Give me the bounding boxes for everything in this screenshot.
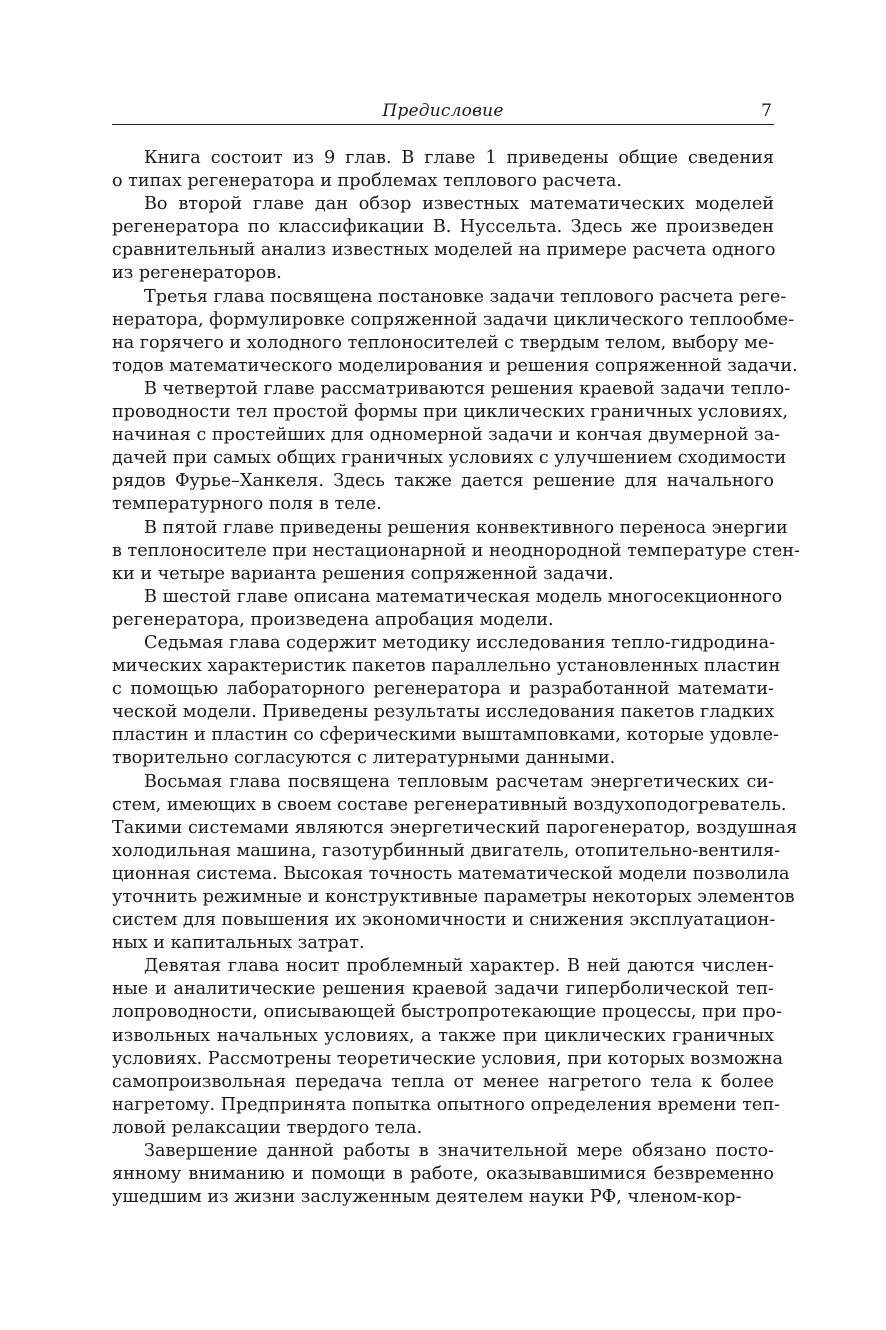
text-line: с помощью лабораторного регенератора и разработанной математи- (112, 679, 774, 700)
paragraph (112, 632, 781, 771)
text-line: ки и четыре варианта решения сопряженной задачи. (112, 563, 614, 584)
text-line: дачей при самых общих граничных условиях с улучшением сходимости (112, 448, 787, 469)
text-line: на горячего и холодного теплоносителей с твердым телом, выбору ме- (112, 332, 775, 353)
text-line: регенератора, произведена апробация модели. (112, 609, 554, 630)
text-line: Восьмая глава посвящена тепловым расчетам энергетических си- (144, 771, 774, 792)
text-line: о типах регенератора и проблемах теплового расчета. (112, 171, 623, 192)
text-line: В пятой главе приведены решения конвективного переноса энергии (144, 517, 788, 538)
text-line: рядов Фурье–Ханкеля. Здесь также дается решение для начального (112, 471, 774, 492)
text-line: из регенераторов. (112, 263, 282, 284)
text-line: в теплоносителе при нестационарной и неоднородной температуре стен- (112, 540, 800, 561)
running-head (112, 100, 774, 125)
paragraph (112, 193, 774, 285)
body-text (112, 147, 800, 1209)
text-line: ческой модели. Приведены результаты исследования пакетов гладких (112, 702, 775, 723)
text-line: Третья глава посвящена постановке задачи теплового расчета реге- (144, 286, 787, 307)
text-line: самопроизвольная передача тепла от менее нагретого тела к более (112, 1071, 774, 1092)
text-line: ные и аналитические решения краевой задачи гиперболической теп- (112, 979, 774, 1000)
running-title: Предисловие (382, 101, 504, 121)
text-line: сравнительный анализ известных моделей на примере расчета одного (112, 240, 776, 261)
text-line: регенератора по классификации В. Нуссельта. Здесь же произведен (112, 217, 774, 238)
paragraph (112, 517, 800, 586)
text-line: температурного поля в теле. (112, 494, 382, 515)
text-line: Книга состоит из 9 глав. В главе 1 приведены общие сведения (144, 148, 774, 168)
paragraph (112, 1140, 774, 1209)
text-line: ушедшим из жизни заслуженным деятелем науки РФ, членом-кор- (112, 1187, 742, 1208)
text-line: тодов математического моделирования и решения сопряженной задачи. (112, 355, 798, 376)
text-line: ных и капитальных затрат. (112, 933, 365, 954)
text-line: лопроводности, описывающей быстропротекающие процессы, при про- (112, 1002, 782, 1023)
text-line: Завершение данной работы в значительной мере обязано посто- (144, 1141, 774, 1162)
text-line: ловой релаксации твердого тела. (112, 1117, 423, 1138)
text-line: нагретому. Предпринята попытка опытного определения времени теп- (112, 1094, 781, 1115)
text-line: стем, имеющих в своем составе регенеративный воздухоподогреватель. (112, 794, 787, 815)
text-line: проводности тел простой формы при циклических граничных условиях, (112, 402, 788, 423)
text-line: В шестой главе описана математическая модель многосекционного (144, 586, 783, 607)
text-line: уточнить режимные и конструктивные параметры некоторых элементов (112, 887, 795, 907)
text-line: В четвертой главе рассматриваются решения краевой задачи тепло- (144, 378, 791, 399)
paragraph (112, 771, 798, 956)
text-line: Такими системами являются энергетический парогенератор, воздушная (112, 817, 798, 838)
text-line: янному вниманию и помощи в работе, оказывавшимися безвременно (112, 1164, 774, 1185)
text-line: мических характеристик пакетов параллельно установленных пластин (112, 656, 781, 677)
text-line: холодильная машина, газотурбинный двигатель, отопительно-вентиля- (112, 840, 781, 861)
text-line: извольных начальных условиях, а также при циклических граничных (112, 1025, 774, 1046)
paragraph (112, 586, 783, 632)
text-line: условиях. Рассмотрены теоретические условия, при которых возможна (112, 1048, 784, 1069)
book-page (112, 100, 800, 1209)
paragraph (112, 378, 791, 517)
text-line: Во второй главе дан обзор известных математических моделей (144, 194, 774, 215)
text-line: начиная с простейших для одномерной задачи и кончая двумерной за- (112, 425, 781, 446)
paragraph (112, 286, 798, 378)
text-line: Седьмая глава содержит методику исследования тепло-гидродина- (144, 632, 776, 653)
text-line: ционная система. Высокая точность математической модели позволила (112, 863, 790, 884)
text-line: систем для повышения их экономичности и снижения эксплуатацион- (112, 910, 776, 931)
paragraph (112, 955, 784, 1140)
text-line: творительно согласуются с литературными данными. (112, 748, 616, 769)
text-line: Девятая глава носит проблемный характер. В ней даются числен- (144, 956, 774, 977)
text-line: пластин и пластин со сферическими выштамповками, которые удовле- (112, 725, 779, 746)
page-number: 7 (761, 101, 772, 121)
text-line: нератора, формулировке сопряженной задачи циклического теплообме- (112, 309, 795, 330)
paragraph (112, 147, 774, 193)
